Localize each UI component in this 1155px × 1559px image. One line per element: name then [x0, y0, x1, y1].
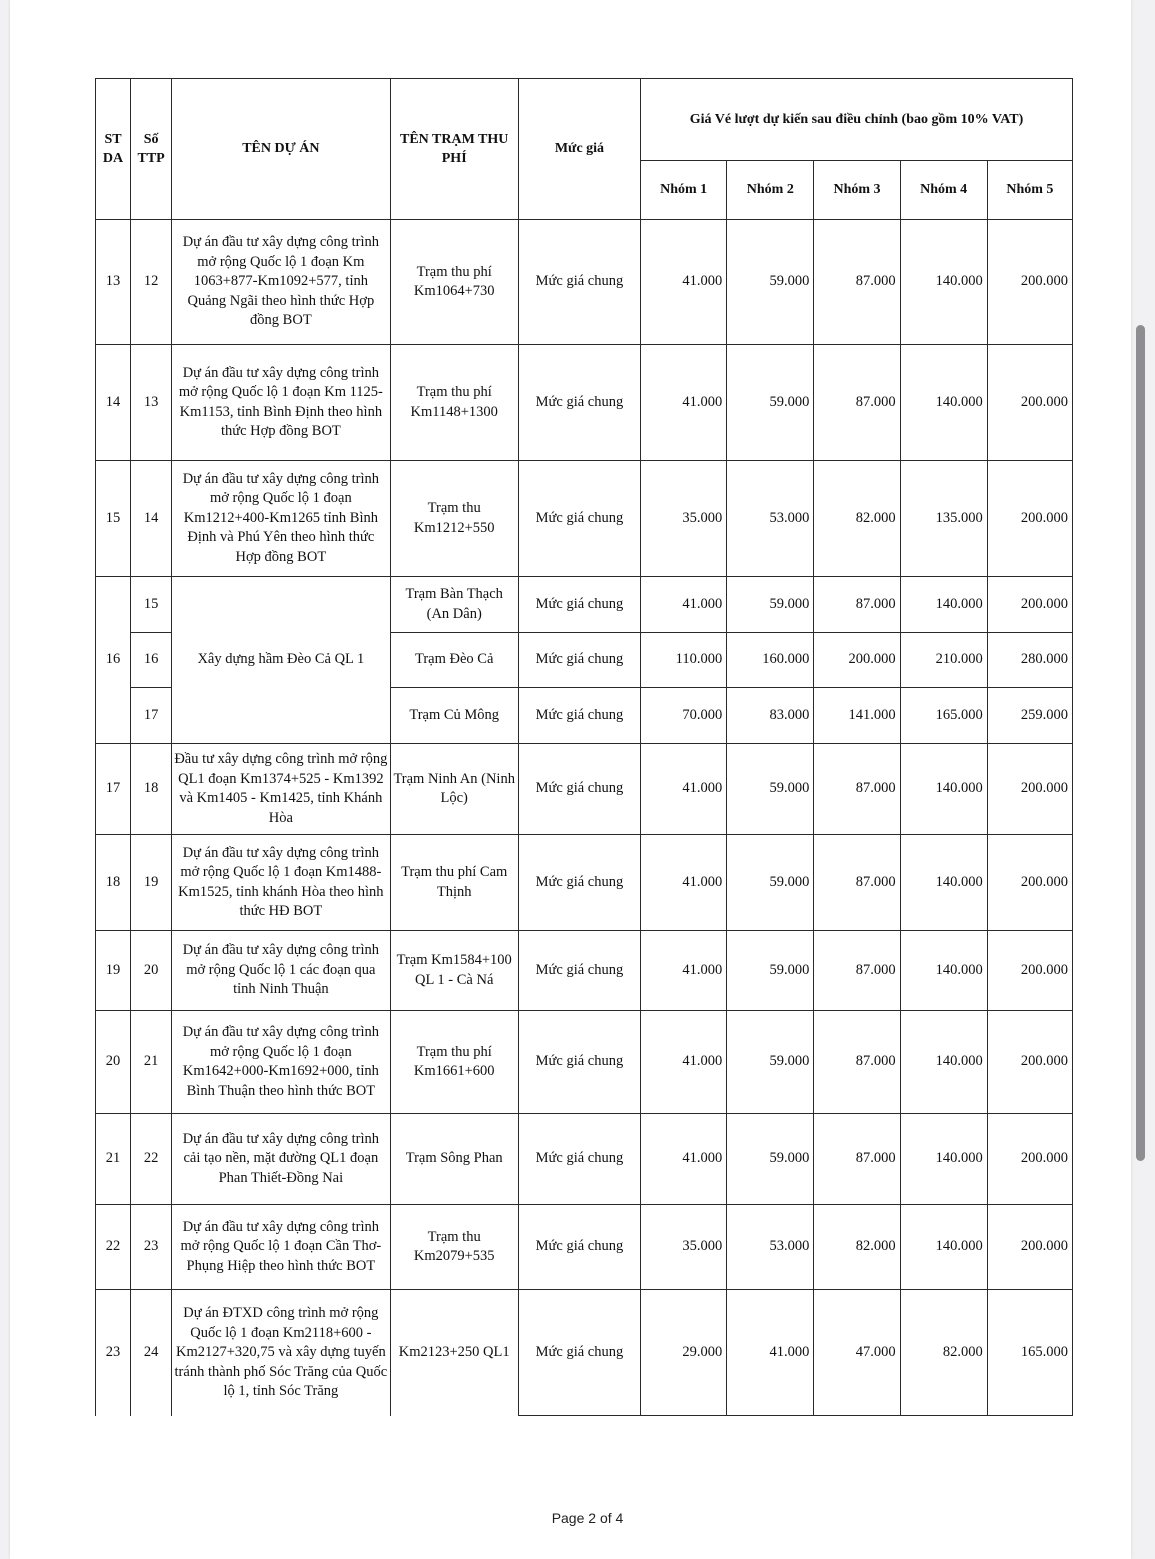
header-ticket-price: Giá Vé lượt dự kiến sau điều chỉnh (bao gồm 10% VAT) — [641, 79, 1073, 161]
table-row — [96, 744, 1073, 835]
row-price-level: Mức giá chung — [518, 1114, 640, 1205]
row-price-group-3: 87.000 — [814, 1114, 900, 1205]
row-price-group-5: 200.000 — [987, 1114, 1072, 1205]
row-price-group-2: 59.000 — [727, 744, 814, 835]
table-row — [96, 345, 1073, 461]
row-price-group-5: 200.000 — [987, 744, 1072, 835]
row-station: Trạm thu phí Km1064+730 — [390, 220, 518, 345]
row-price-group-2: 59.000 — [727, 931, 814, 1011]
row-price-group-4: 140.000 — [900, 931, 987, 1011]
row-price-group-3: 87.000 — [814, 220, 900, 345]
row-stt: 23 — [96, 1290, 131, 1416]
row-price-group-1: 110.000 — [641, 633, 727, 688]
row-price-group-1: 41.000 — [641, 744, 727, 835]
row-station: Trạm thu phí Km1661+600 — [390, 1011, 518, 1114]
row-ttp: 15 — [131, 577, 172, 633]
vertical-scrollbar[interactable] — [1136, 325, 1145, 1161]
row-price-group-5: 200.000 — [987, 220, 1072, 345]
table-row — [96, 835, 1073, 931]
row-ttp: 19 — [131, 835, 172, 931]
row-project: Dự án đầu tư xây dựng công trình mở rộng Quốc lộ 1 đoạn Km 1063+877-Km1092+577, tỉnh Quảng Ngãi theo hình thức Hợp đồng BOT — [172, 220, 390, 345]
row-ttp: 14 — [131, 461, 172, 577]
row-price-group-4: 82.000 — [900, 1290, 987, 1416]
table-row — [96, 1290, 1073, 1416]
row-ttp: 17 — [131, 688, 172, 744]
header-group-4: Nhóm 4 — [900, 161, 987, 220]
row-station: Trạm Ninh An (Ninh Lộc) — [390, 744, 518, 835]
row-price-group-5: 200.000 — [987, 931, 1072, 1011]
header-group-3: Nhóm 3 — [814, 161, 900, 220]
row-price-group-5: 200.000 — [987, 345, 1072, 461]
row-price-group-1: 41.000 — [641, 220, 727, 345]
row-project: Dự án đầu tư xây dựng công trình mở rộng Quốc lộ 1 đoạn Km1212+400-Km1265 tỉnh Bình Định và Phú Yên theo hình thức Hợp đồng BOT — [172, 461, 390, 577]
row-price-group-1: 41.000 — [641, 345, 727, 461]
toll-fee-table — [95, 78, 1073, 1416]
row-station: Trạm thu Km1212+550 — [390, 461, 518, 577]
table-row — [96, 461, 1073, 577]
row-price-level: Mức giá chung — [518, 1290, 640, 1416]
row-price-group-5: 280.000 — [987, 633, 1072, 688]
row-price-group-2: 59.000 — [727, 1114, 814, 1205]
header-group-5: Nhóm 5 — [987, 161, 1072, 220]
row-station: Trạm thu phí Km1148+1300 — [390, 345, 518, 461]
row-price-group-2: 59.000 — [727, 220, 814, 345]
row-price-group-3: 141.000 — [814, 688, 900, 744]
row-price-group-3: 87.000 — [814, 835, 900, 931]
row-price-group-2: 59.000 — [727, 835, 814, 931]
table-row — [96, 1011, 1073, 1114]
row-price-group-5: 165.000 — [987, 1290, 1072, 1416]
row-price-level: Mức giá chung — [518, 461, 640, 577]
row-price-level: Mức giá chung — [518, 688, 640, 744]
row-price-group-1: 41.000 — [641, 1011, 727, 1114]
row-price-group-3: 87.000 — [814, 931, 900, 1011]
row-price-level: Mức giá chung — [518, 931, 640, 1011]
row-station: Trạm Bàn Thạch (An Dân) — [390, 577, 518, 633]
row-price-group-4: 210.000 — [900, 633, 987, 688]
row-ttp: 18 — [131, 744, 172, 835]
row-price-group-2: 53.000 — [727, 461, 814, 577]
header-group-2: Nhóm 2 — [727, 161, 814, 220]
row-price-group-4: 135.000 — [900, 461, 987, 577]
row-stt: 15 — [96, 461, 131, 577]
row-price-level: Mức giá chung — [518, 1011, 640, 1114]
row-price-group-1: 29.000 — [641, 1290, 727, 1416]
row-price-level: Mức giá chung — [518, 577, 640, 633]
row-station: Trạm Củ Mông — [390, 688, 518, 744]
row-ttp: 23 — [131, 1205, 172, 1290]
header-group-1: Nhóm 1 — [641, 161, 727, 220]
row-price-group-4: 140.000 — [900, 1114, 987, 1205]
row-stt: 18 — [96, 835, 131, 931]
row-price-group-5: 200.000 — [987, 577, 1072, 633]
row-price-level: Mức giá chung — [518, 345, 640, 461]
row-ttp: 12 — [131, 220, 172, 345]
row-ttp: 21 — [131, 1011, 172, 1114]
row-stt: 22 — [96, 1205, 131, 1290]
row-price-group-4: 140.000 — [900, 835, 987, 931]
row-price-group-2: 59.000 — [727, 1011, 814, 1114]
row-project: Dự án đầu tư xây dựng công trình mở rộng Quốc lộ 1 các đoạn qua tỉnh Ninh Thuận — [172, 931, 390, 1011]
row-price-group-5: 259.000 — [987, 688, 1072, 744]
header-station-name: TÊN TRẠM THU PHÍ — [390, 79, 518, 220]
row-station: Trạm Đèo Cả — [390, 633, 518, 688]
table-row — [96, 220, 1073, 345]
row-price-group-2: 83.000 — [727, 688, 814, 744]
row-price-group-1: 41.000 — [641, 931, 727, 1011]
row-project: Đầu tư xây dựng công trình mở rộng QL1 đoạn Km1374+525 - Km1392 và Km1405 - Km1425, tỉnh Khánh Hòa — [172, 744, 390, 835]
row-price-group-1: 41.000 — [641, 1114, 727, 1205]
header-project-name: TÊN DỰ ÁN — [172, 79, 390, 220]
row-price-group-4: 140.000 — [900, 345, 987, 461]
row-price-group-5: 200.000 — [987, 1011, 1072, 1114]
row-price-group-1: 41.000 — [641, 835, 727, 931]
header-price-level: Mức giá — [518, 79, 640, 220]
row-price-group-3: 47.000 — [814, 1290, 900, 1416]
row-station: Trạm thu Km2079+535 — [390, 1205, 518, 1290]
row-price-group-1: 70.000 — [641, 688, 727, 744]
row-ttp: 16 — [131, 633, 172, 688]
row-price-level: Mức giá chung — [518, 744, 640, 835]
row-price-group-3: 87.000 — [814, 577, 900, 633]
header-so-ttp: Số TTP — [131, 79, 172, 220]
header-stt-da: ST DA — [96, 79, 131, 220]
row-stt: 13 — [96, 220, 131, 345]
row-project: Dự án ĐTXD công trình mở rộng Quốc lộ 1 đoạn Km2118+600 - Km2127+320,75 và xây dựng tuyến tránh thành phố Sóc Trăng của Quốc lộ 1, tỉnh Sóc Trăng — [172, 1290, 390, 1416]
row-stt: 14 — [96, 345, 131, 461]
row-stt: 19 — [96, 931, 131, 1011]
page-number: Page 2 of 4 — [551, 1510, 624, 1526]
row-price-group-5: 200.000 — [987, 1205, 1072, 1290]
table-row — [96, 1205, 1073, 1290]
row-price-group-3: 200.000 — [814, 633, 900, 688]
row-price-group-2: 59.000 — [727, 577, 814, 633]
row-station: Trạm thu phí Cam Thịnh — [390, 835, 518, 931]
row-price-group-2: 53.000 — [727, 1205, 814, 1290]
table-row — [96, 577, 1073, 633]
row-project: Xây dựng hầm Đèo Cả QL 1 — [172, 577, 390, 744]
row-project: Dự án đầu tư xây dựng công trình mở rộng Quốc lộ 1 đoạn Km 1125-Km1153, tỉnh Bình Định theo hình thức Hợp đồng BOT — [172, 345, 390, 461]
row-price-group-3: 87.000 — [814, 744, 900, 835]
row-price-level: Mức giá chung — [518, 835, 640, 931]
row-price-group-1: 35.000 — [641, 461, 727, 577]
row-project: Dự án đầu tư xây dựng công trình mở rộng Quốc lộ 1 đoạn Cần Thơ-Phụng Hiệp theo hình thức BOT — [172, 1205, 390, 1290]
row-price-level: Mức giá chung — [518, 220, 640, 345]
row-price-group-3: 87.000 — [814, 1011, 900, 1114]
row-price-group-1: 41.000 — [641, 577, 727, 633]
row-price-group-5: 200.000 — [987, 835, 1072, 931]
row-project: Dự án đầu tư xây dựng công trình mở rộng Quốc lộ 1 đoạn Km1488-Km1525, tỉnh khánh Hòa theo hình thức HĐ BOT — [172, 835, 390, 931]
row-station: Km2123+250 QL1 — [390, 1290, 518, 1416]
row-price-level: Mức giá chung — [518, 1205, 640, 1290]
row-price-group-4: 140.000 — [900, 744, 987, 835]
table-row — [96, 931, 1073, 1011]
row-price-group-4: 140.000 — [900, 1205, 987, 1290]
row-stt: 20 — [96, 1011, 131, 1114]
row-stt: 16 — [96, 577, 131, 744]
row-price-group-4: 140.000 — [900, 220, 987, 345]
row-ttp: 13 — [131, 345, 172, 461]
row-ttp: 24 — [131, 1290, 172, 1416]
row-price-level: Mức giá chung — [518, 633, 640, 688]
row-stt: 17 — [96, 744, 131, 835]
row-project: Dự án đầu tư xây dựng công trình cải tạo nền, mặt đường QL1 đoạn Phan Thiết-Đồng Nai — [172, 1114, 390, 1205]
row-price-group-4: 140.000 — [900, 577, 987, 633]
row-price-group-2: 59.000 — [727, 345, 814, 461]
row-station: Trạm Sông Phan — [390, 1114, 518, 1205]
row-price-group-5: 200.000 — [987, 461, 1072, 577]
row-price-group-3: 82.000 — [814, 461, 900, 577]
row-price-group-2: 41.000 — [727, 1290, 814, 1416]
row-stt: 21 — [96, 1114, 131, 1205]
row-ttp: 22 — [131, 1114, 172, 1205]
table-row — [96, 1114, 1073, 1205]
row-price-group-4: 165.000 — [900, 688, 987, 744]
row-price-group-4: 140.000 — [900, 1011, 987, 1114]
row-price-group-2: 160.000 — [727, 633, 814, 688]
row-ttp: 20 — [131, 931, 172, 1011]
row-price-group-3: 82.000 — [814, 1205, 900, 1290]
row-project: Dự án đầu tư xây dựng công trình mở rộng Quốc lộ 1 đoạn Km1642+000-Km1692+000, tỉnh Bình Thuận theo hình thức BOT — [172, 1011, 390, 1114]
row-station: Trạm Km1584+100 QL 1 - Cà Ná — [390, 931, 518, 1011]
row-price-group-1: 35.000 — [641, 1205, 727, 1290]
row-price-group-3: 87.000 — [814, 345, 900, 461]
